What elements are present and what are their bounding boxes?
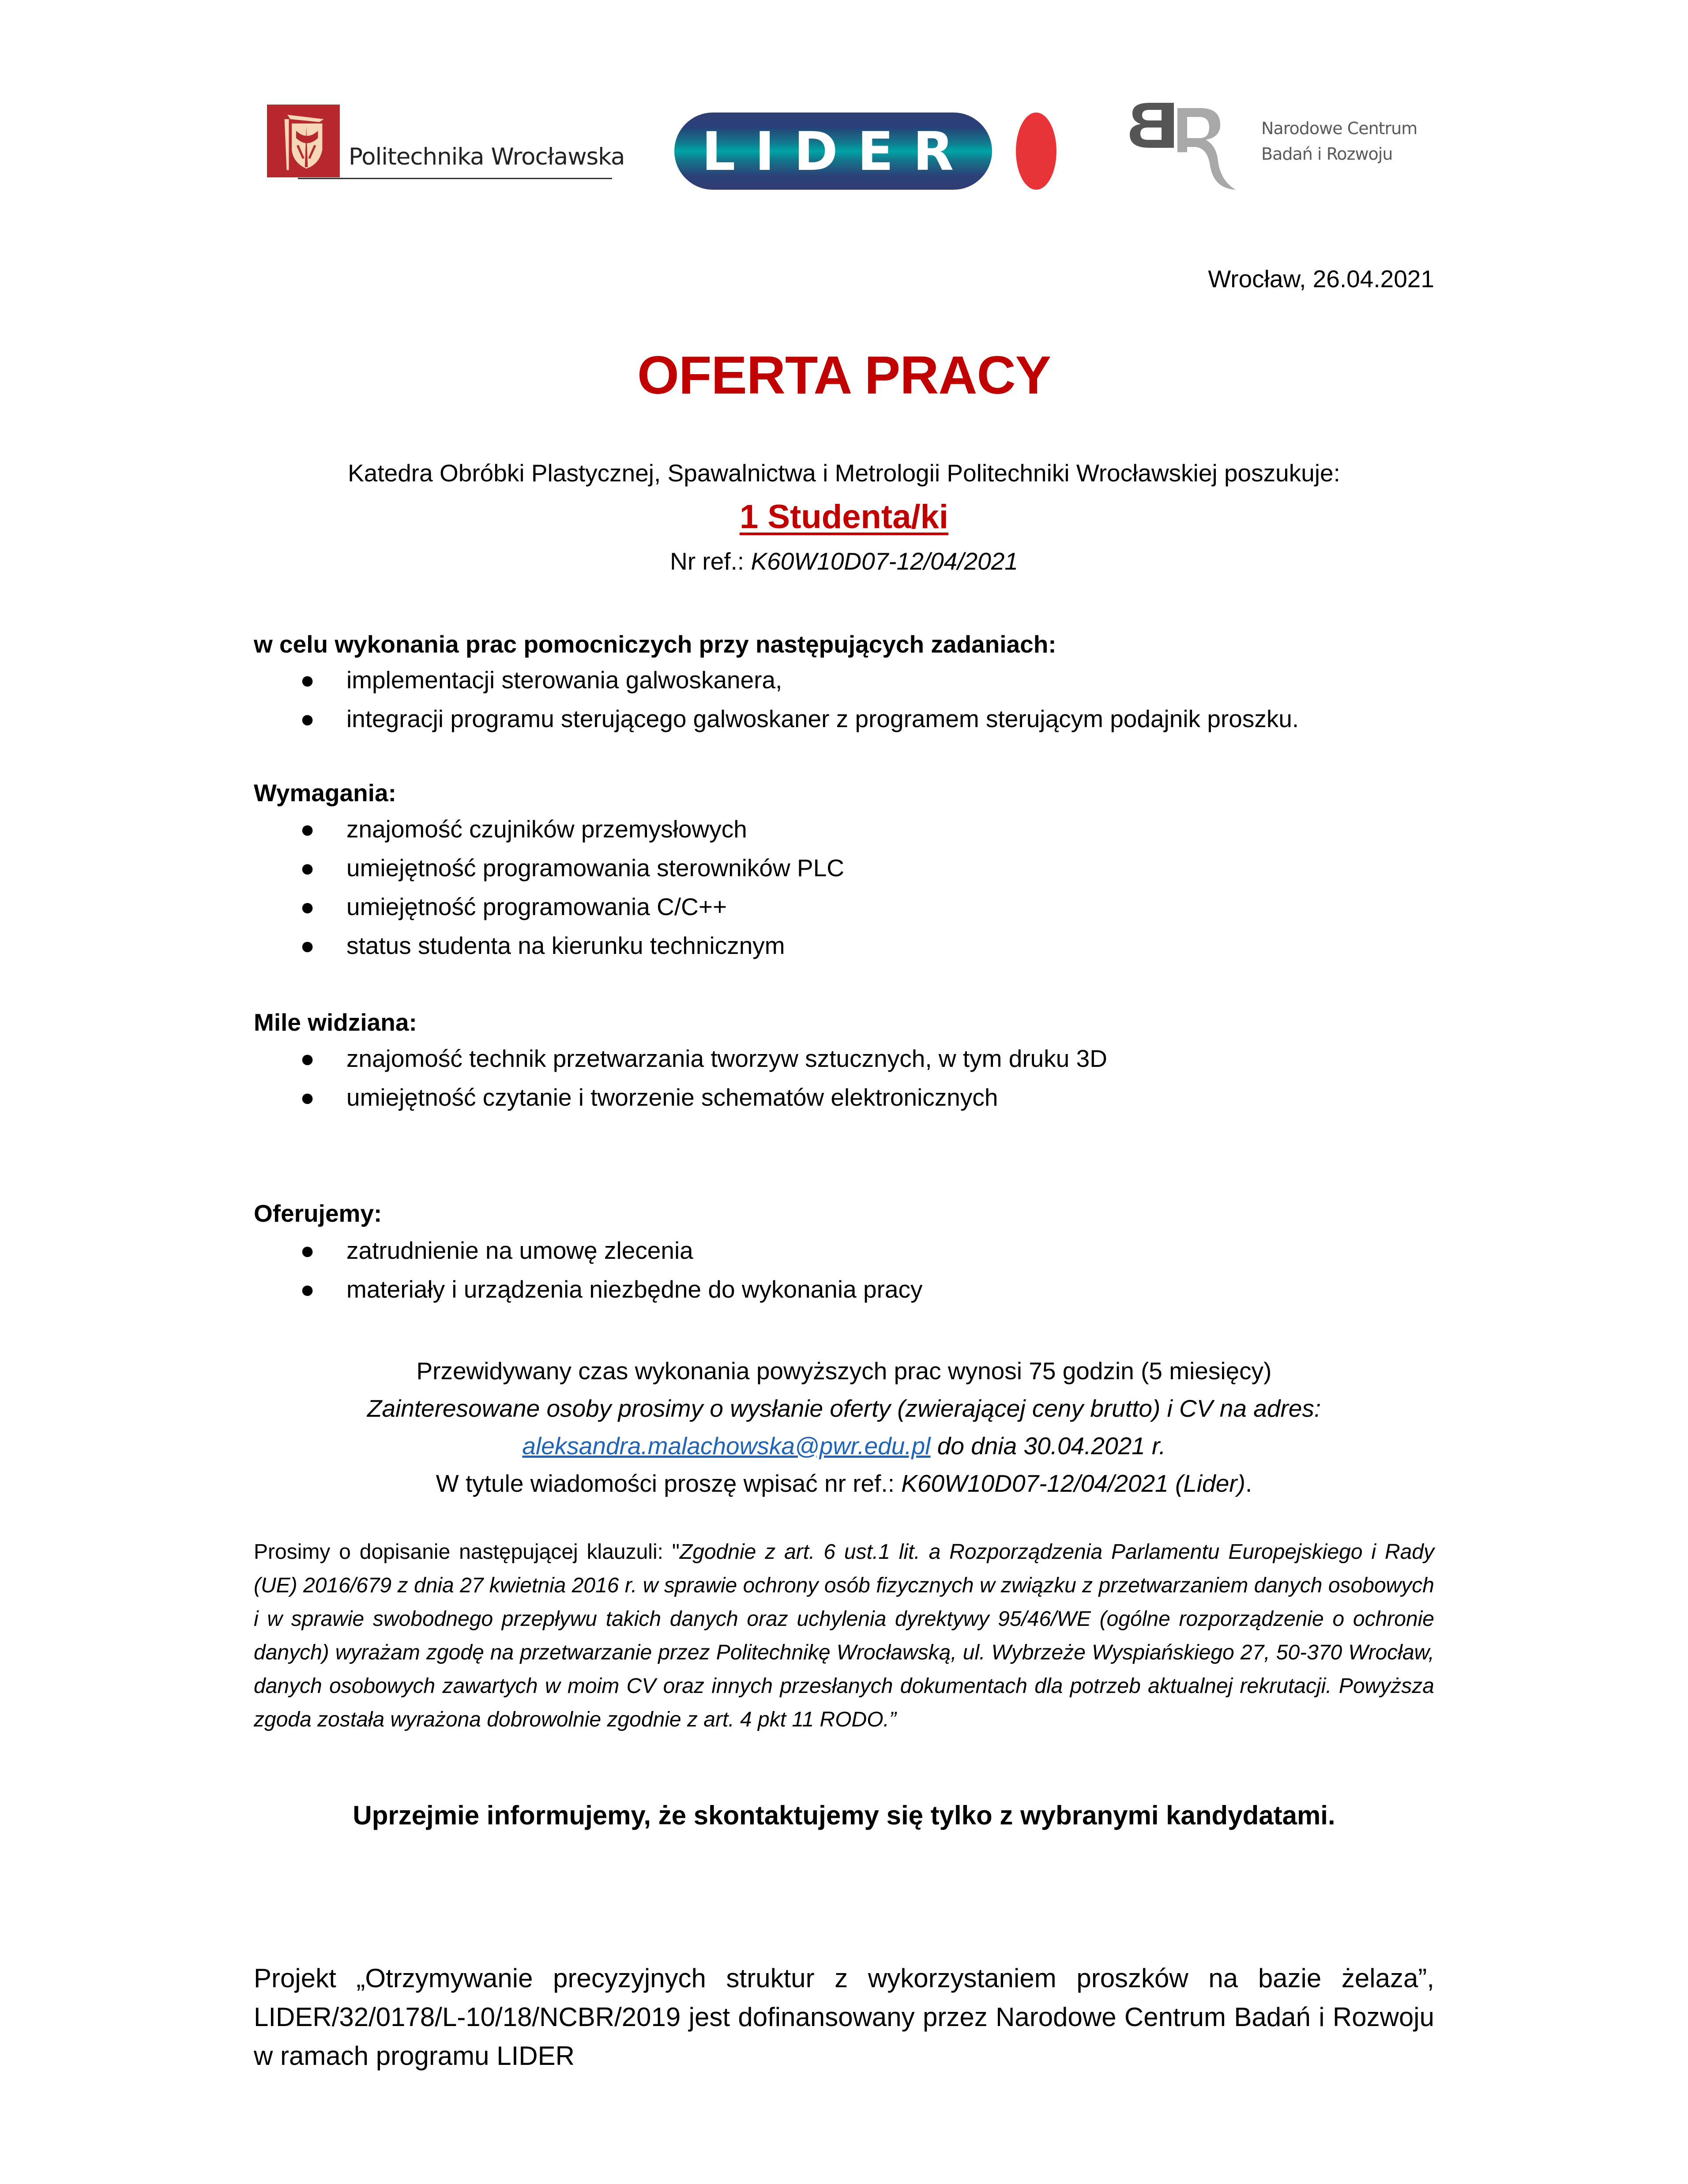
subject-line xyxy=(254,1465,1434,1502)
email-link[interactable]: aleksandra.malachowska@pwr.edu.pl xyxy=(522,1432,931,1460)
deadline-text: do dnia 30.04.2021 r. xyxy=(930,1432,1166,1460)
contact-notice: Uprzejmie informujemy, że skontaktujemy się tylko z wybranymi kandydatami. xyxy=(353,1801,1335,1830)
position-title xyxy=(254,498,1434,536)
list-item xyxy=(254,699,1445,738)
position-title-text: 1 Studenta/ki xyxy=(740,498,948,536)
application-info xyxy=(254,1352,1434,1502)
requirements-heading: Wymagania: xyxy=(254,779,396,807)
bullet-icon: ● xyxy=(300,1045,315,1072)
reference-label: Nr ref.: xyxy=(670,548,751,575)
list-item xyxy=(254,1039,1445,1078)
list-item-text: umiejętność czytanie i tworzenie schematów elektronicznych xyxy=(346,1084,998,1111)
bullet-icon: ● xyxy=(300,815,315,843)
bullet-icon: ● xyxy=(300,705,315,732)
list-item xyxy=(254,1270,1445,1309)
pwr-logo-underline xyxy=(298,178,612,179)
bullet-icon: ● xyxy=(300,854,315,882)
ncbr-logo-line-2: Badań i Rozwoju xyxy=(1261,144,1393,164)
list-item xyxy=(254,810,1445,848)
list-item xyxy=(254,1231,1445,1270)
ncbr-logo-text xyxy=(1261,116,1417,167)
page-title: OFERTA PRACY xyxy=(637,345,1051,405)
list-item xyxy=(254,660,1445,699)
list-item-text: zatrudnienie na umowę zlecenia xyxy=(346,1237,693,1264)
list-item-text: status studenta na kierunku technicznym xyxy=(346,932,785,959)
bullet-icon: ● xyxy=(300,666,315,694)
lider-logo-dot-icon xyxy=(1016,113,1056,190)
project-funding-footer: Projekt „Otrzymywanie precyzyjnych struktur z wykorzystaniem proszków na bazie żelaza”, LIDER/32/0178/L-10/18/NCBR/2019 jest dofinansowany przez Narodowe Centrum Badań i Rozwoju w ramach programu LIDER xyxy=(254,1963,1434,2071)
bullet-icon: ● xyxy=(300,893,315,920)
reference-value: K60W10D07-12/04/2021 xyxy=(751,548,1018,575)
offer-list xyxy=(254,1231,1445,1309)
ncbr-logo-line-1: Narodowe Centrum xyxy=(1261,119,1417,138)
bullet-icon: ● xyxy=(300,1237,315,1264)
gdpr-clause xyxy=(254,1535,1434,1737)
ncbr-logo-mark-icon xyxy=(1130,90,1236,192)
tasks-heading: w celu wykonania prac pomocniczych przy następujących zadaniach: xyxy=(254,630,1056,658)
list-item-text: znajomość technik przetwarzania tworzyw sztucznych, w tym druku 3D xyxy=(346,1045,1107,1072)
list-item xyxy=(254,887,1445,926)
email-line xyxy=(254,1427,1434,1465)
subject-prefix: W tytule wiadomości proszę wpisać nr ref.: xyxy=(436,1470,902,1497)
pwr-logo-emblem-icon xyxy=(267,105,340,177)
clause-prefix: Prosimy o dopisanie następującej klauzuli: " xyxy=(254,1540,680,1564)
reference-number xyxy=(254,547,1434,575)
list-item xyxy=(254,848,1445,887)
intro-text: Katedra Obróbki Plastycznej, Spawalnictwa i Metrologii Politechniki Wrocławskiej poszukuje: xyxy=(348,459,1340,487)
list-item xyxy=(254,1078,1445,1117)
list-item-text: umiejętność programowania sterowników PLC xyxy=(346,854,845,882)
list-item-text: materiały i urządzenia niezbędne do wykonania pracy xyxy=(346,1276,923,1303)
request-text: Zainteresowane osoby prosimy o wysłanie oferty (zwierającej ceny brutto) i CV na adres: xyxy=(367,1395,1321,1422)
list-item-text: integracji programu sterującego galwoskaner z programem sterującym podajnik proszku. xyxy=(346,705,1299,732)
requirements-list xyxy=(254,810,1445,965)
tasks-list xyxy=(254,660,1445,738)
bullet-icon: ● xyxy=(300,1084,315,1111)
list-item-text: znajomość czujników przemysłowych xyxy=(346,815,747,843)
pwr-logo-text: Politechnika Wrocławska xyxy=(349,143,625,170)
nice-to-have-heading: Mile widziana: xyxy=(254,1009,417,1036)
subject-suffix: . xyxy=(1245,1470,1252,1497)
lider-logo-text: LIDER xyxy=(702,121,974,183)
list-item-text: implementacji sterowania galwoskanera, xyxy=(346,666,782,694)
bullet-icon: ● xyxy=(300,932,315,959)
nice-to-have-list xyxy=(254,1039,1445,1117)
list-item xyxy=(254,926,1445,965)
offer-heading: Oferujemy: xyxy=(254,1200,382,1227)
bullet-icon: ● xyxy=(300,1276,315,1303)
list-item-text: umiejętność programowania C/C++ xyxy=(346,893,727,920)
duration-text: Przewidywany czas wykonania powyższych prac wynosi 75 godzin (5 miesięcy) xyxy=(416,1357,1272,1385)
subject-ref: K60W10D07-12/04/2021 (Lider) xyxy=(901,1470,1245,1497)
clause-text: Zgodnie z art. 6 ust.1 lit. a Rozporządzenia Parlamentu Europejskiego i Rady (UE) 2016/679 z dnia 27 kwietnia 2016 r. w sprawie ochrony osób fizycznych w związku z przetwarzaniem danych osobowych i w sprawie swobodnego przepływu takich danych oraz uchylenia dyrektywy 95/46/WE (ogólne rozporządzenie o ochronie danych) wyrażam zgodę na przetwarzanie przez Politechnikę Wrocławską, ul. Wybrzeże Wyspiańskiego 27, 50-370 Wrocław, danych osobowych zawartych w moim CV oraz innych przesłanych dokumentach dla potrzeb aktualnej rekrutacji. Powyższa zgoda została wyrażona dobrowolnie zgodnie z art. 4 pkt 11 RODO.” xyxy=(254,1540,1434,1731)
document-date: Wrocław, 26.04.2021 xyxy=(1208,265,1434,293)
